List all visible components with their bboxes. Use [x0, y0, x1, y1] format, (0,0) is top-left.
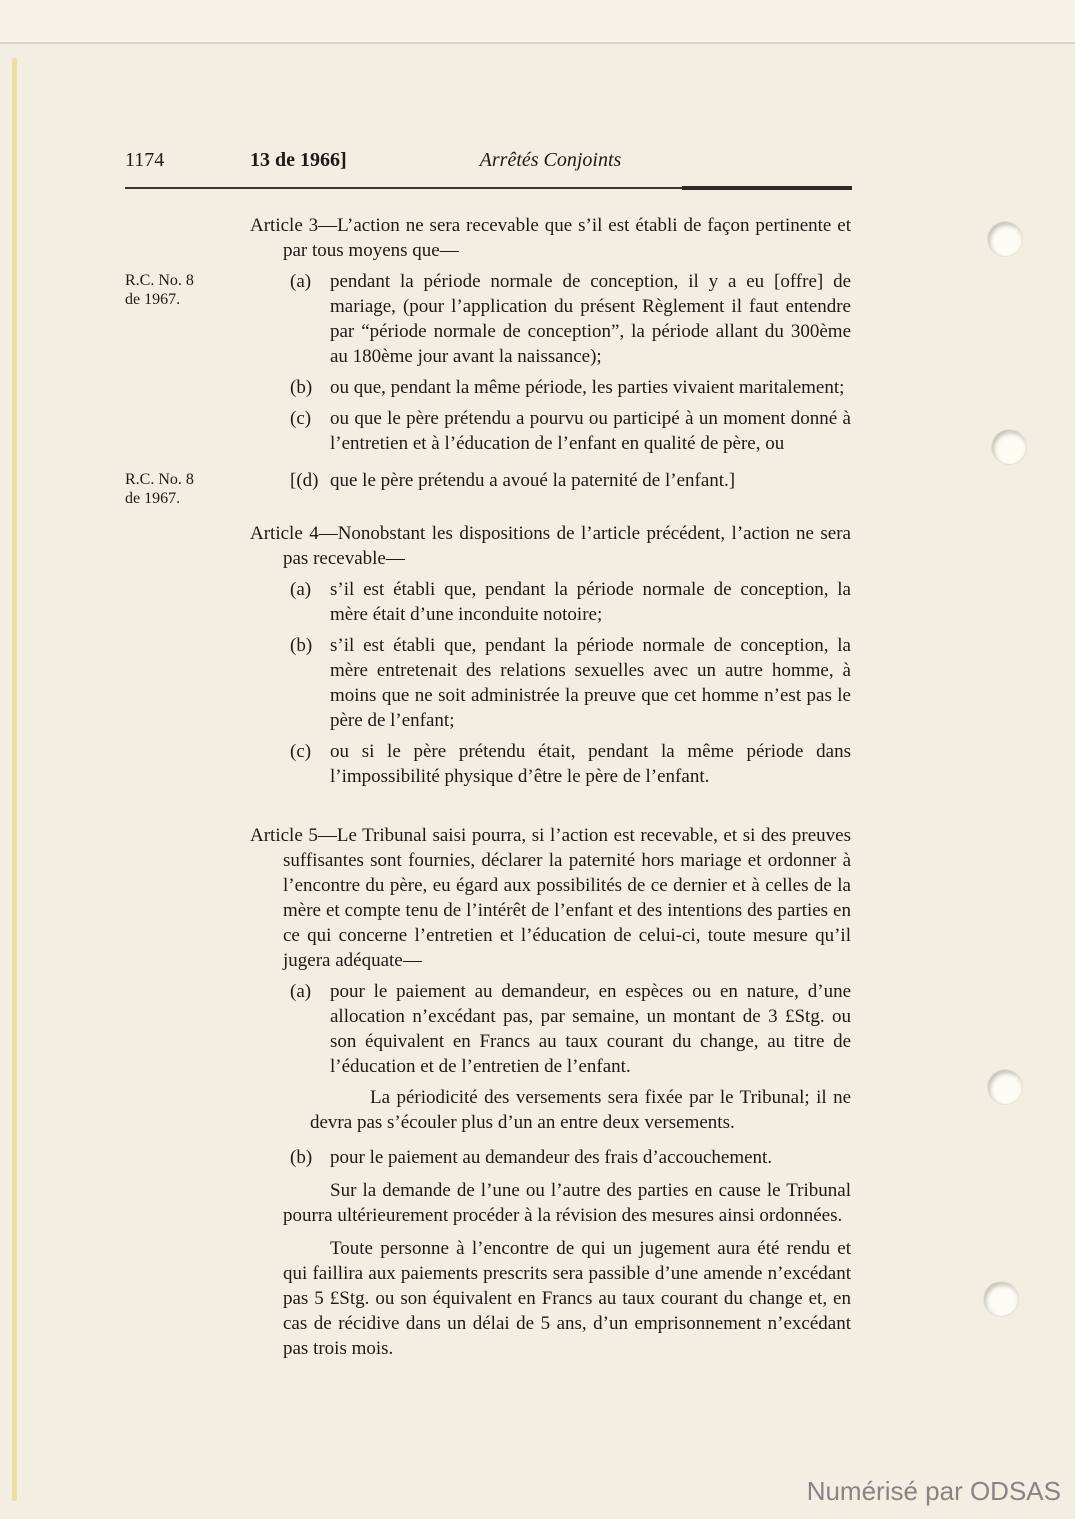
header-reference: 13 de 1966]	[250, 149, 347, 171]
clause-label: (c)	[290, 741, 312, 762]
clause-text: s’il est établi que, pendant la période normale de conception, la mère était d’une inconduite notoire;	[330, 579, 851, 625]
page-title: Arrêtés Conjoints	[479, 149, 622, 171]
clause-item-a	[290, 577, 851, 627]
clause-text: ou si le père prétendu était, pendant la même période dans l’impossibilité physique d’être le père de l’enfant.	[330, 741, 851, 787]
clause-text: pour le paiement au demandeur, en espèces ou en nature, d’une allocation n’excédant pas, par semaine, un montant de 3 £Stg. ou son équivalent en Francs au taux courant du change, au titre de l’éducation et de l’entretien de l’enfant.	[330, 981, 851, 1077]
clause-item-b	[290, 375, 851, 400]
clause-label: (b)	[290, 377, 313, 398]
article-4	[250, 521, 851, 789]
clause-text: que le père prétendu a avoué la paternité de l’enfant.]	[330, 470, 736, 491]
article-5	[250, 823, 851, 1361]
article-3-items	[125, 269, 851, 507]
article-5-intro: Article 5—Le Tribunal saisi pourra, si l’action est recevable, et si des preuves suffisantes sont fournies, déclarer la paternité hors mariage et ordonner à l’encontre du père, eu égard aux possibilités de ce dernier et à celles de la mère et compte tenu de l’intérêt de l’enfant et des intentions des parties en ce qui concerne l’entretien et l’éducation de celui-ci, toute mesure qu’il jugera adéquate—	[250, 825, 851, 971]
header-rule	[125, 187, 852, 189]
clause-label: (a)	[290, 271, 312, 292]
clause-text: ou que, pendant la même période, les parties vivaient maritalement;	[330, 377, 845, 398]
punch-hole	[992, 430, 1026, 464]
clause-text: pour le paiement au demandeur des frais d’accouchement.	[330, 1147, 773, 1168]
punch-hole	[988, 1070, 1022, 1104]
clause-label: (a)	[290, 579, 312, 600]
clause-label: (a)	[290, 981, 312, 1002]
scan-watermark: Numérisé par ODSAS	[806, 1476, 1061, 1506]
clause-item-a	[290, 979, 851, 1079]
punch-hole	[988, 222, 1022, 256]
article-4-items	[290, 577, 851, 789]
clause-label: (b)	[290, 1147, 313, 1168]
clause-text: s’il est établi que, pendant la période normale de conception, la mère entretenait des relations sexuelles avec un autre homme, à moins que ne soit administrée la preuve que cet homme n’est pas le père de l’enfant;	[330, 635, 851, 731]
document-body	[125, 213, 851, 1361]
clause-text: pendant la période normale de conception, il y a eu [offre] de mariage, (pour l’application du présent Règlement il faut entendre par “période normale de conception”, la période allant du 300ème au 180ème jour avant la naissance);	[330, 271, 851, 367]
margin-note: R.C. No. 8 de 1967.	[125, 272, 194, 308]
margin-note: R.C. No. 8 de 1967.	[125, 471, 194, 507]
article-3-intro: Article 3—L’action ne sera recevable que s’il est établi de façon pertinente et par tous moyens que—	[250, 215, 851, 261]
clause-a-subparagraph: La périodicité des versements sera fixée par le Tribunal; il ne devra pas s’écouler plus d’un an entre deux versements.	[310, 1087, 851, 1133]
scan-left-edge	[12, 58, 17, 1501]
clause-item-c	[290, 406, 851, 456]
article-3	[125, 213, 851, 507]
clause-item-c	[290, 739, 851, 789]
page-header	[125, 147, 852, 175]
clause-text: ou que le père prétendu a pourvu ou participé à un moment donné à l’entretien et à l’éducation de l’enfant en qualité de père, ou	[330, 408, 851, 454]
clause-label: (c)	[290, 408, 312, 429]
scan-top-edge	[0, 0, 1075, 44]
clause-item-b	[290, 633, 851, 733]
article-5-items	[290, 979, 851, 1170]
closing-paragraph-1: Sur la demande de l’une ou l’autre des parties en cause le Tribunal pourra ultérieurement procéder à la révision des mesures ainsi ordonnées.	[283, 1180, 851, 1226]
clause-label: (b)	[290, 635, 313, 656]
clause-label: [(d)	[290, 470, 319, 491]
clause-item-a	[125, 269, 851, 369]
punch-hole	[984, 1282, 1018, 1316]
closing-paragraph-2: Toute personne à l’encontre de qui un jugement aura été rendu et qui faillira aux paiements prescrits sera passible d’une amende n’excédant pas 5 £Stg. ou son équivalent en Francs au taux courant du change et, en cas de récidive dans un délai de 5 ans, d’un emprisonnement n’excédant pas trois mois.	[283, 1238, 851, 1359]
clause-item-b	[290, 1145, 851, 1170]
clause-item-d	[125, 468, 851, 507]
page-number: 1174	[125, 149, 165, 171]
article-4-intro: Article 4—Nonobstant les dispositions de l’article précédent, l’action ne sera pas recevable—	[250, 523, 851, 569]
